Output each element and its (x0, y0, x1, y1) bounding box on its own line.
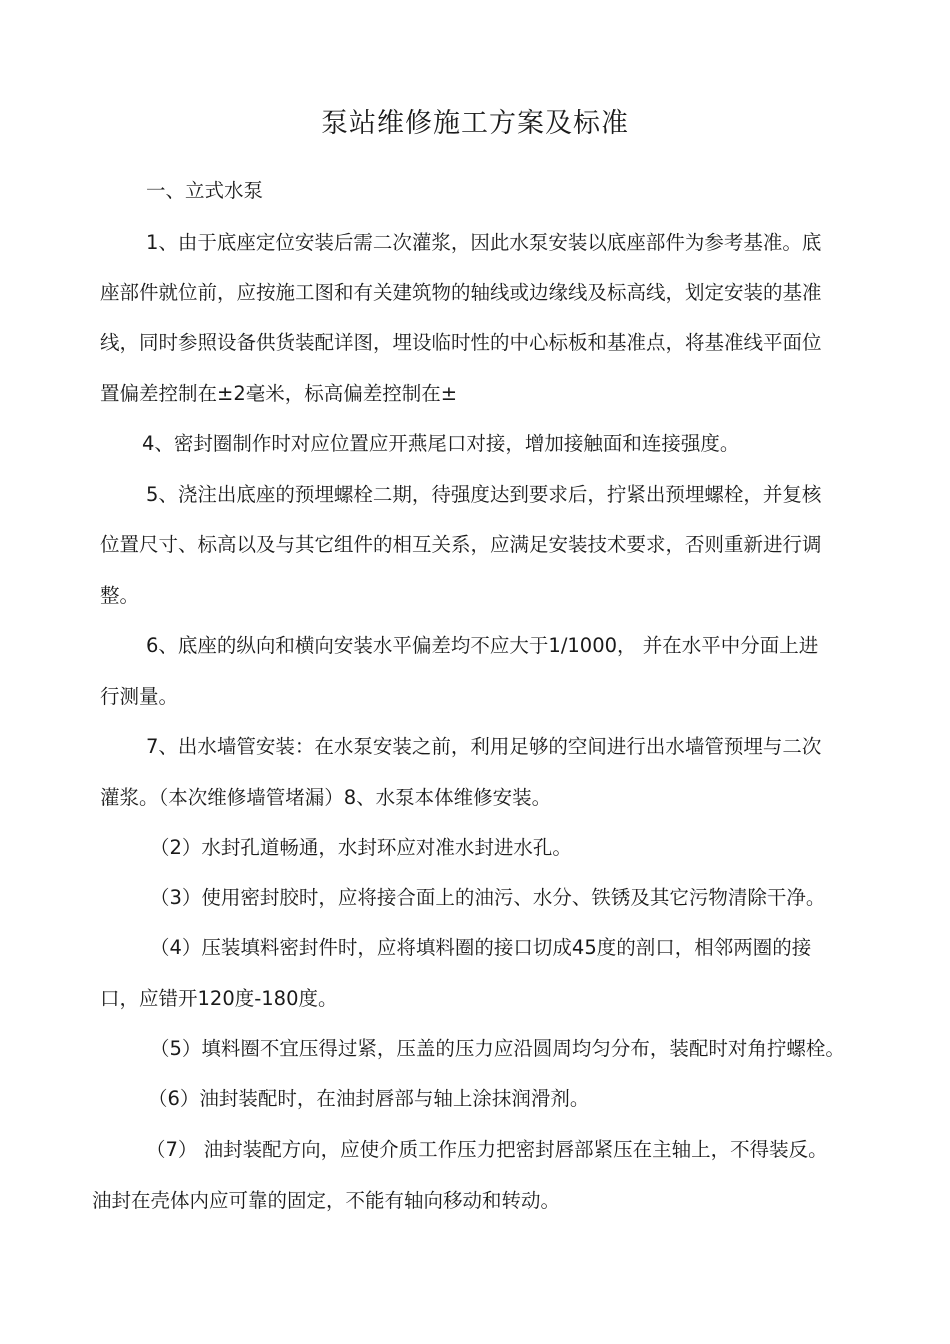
paragraph-line: （2）水封孔道畅通，水封环应对准水封进水孔。 (150, 836, 572, 859)
paragraph-line: 整。 (100, 584, 140, 607)
paragraph-line: 口，应错开120度-180度。 (100, 987, 338, 1010)
paragraph-line: 7、出水墙管安装：在水泵安装之前，利用足够的空间进行出水墙管预埋与二次 (146, 735, 822, 758)
paragraph-line: 座部件就位前，应按施工图和有关建筑物的轴线或边缘线及标高线，划定安装的基准 (100, 281, 822, 304)
paragraph-line: （5）填料圈不宜压得过紧，压盖的压力应沿圆周均匀分布，装配时对角拧螺栓。 (150, 1037, 845, 1060)
paragraph-line: 油封在壳体内应可靠的固定，不能有轴向移动和转动。 (92, 1189, 561, 1212)
paragraph-line: 置偏差控制在±2毫米，标高偏差控制在± (100, 382, 458, 405)
paragraph-line: （4）压装填料密封件时，应将填料圈的接口切成45度的剖口，相邻两圈的接 (150, 936, 812, 959)
paragraph-line: （7） 油封装配方向，应使介质工作压力把密封唇部紧压在主轴上，不得装反。 (146, 1138, 828, 1161)
paragraph-line: 位置尺寸、标高以及与其它组件的相互关系，应满足安装技术要求，否则重新进行调 (100, 533, 822, 556)
paragraph-line: 行测量。 (100, 685, 179, 708)
section-heading-vertical-pump: 一、立式水泵 (146, 179, 264, 202)
paragraph-line: （6）油封装配时，在油封唇部与轴上涂抹润滑剂。 (148, 1087, 590, 1110)
paragraph-line: 线，同时参照设备供货装配详图，埋设临时性的中心标板和基准点，将基准线平面位 (100, 331, 822, 354)
paragraph-line: （3）使用密封胶时，应将接合面上的油污、水分、铁锈及其它污物清除干净。 (150, 886, 826, 909)
paragraph-line: 4、密封圈制作时对应位置应开燕尾口对接，增加接触面和连接强度。 (142, 432, 740, 455)
paragraph-line: 6、底座的纵向和横向安装水平偏差均不应大于1/1000， 并在水平中分面上进 (146, 634, 819, 657)
paragraph-line: 灌浆。（本次维修墙管堵漏）8、水泵本体维修安装。 (100, 786, 552, 809)
paragraph-line: 1、由于底座定位安装后需二次灌浆，因此水泵安装以底座部件为参考基准。底 (146, 231, 822, 254)
paragraph-line: 5、浇注出底座的预埋螺栓二期，待强度达到要求后，拧紧出预埋螺栓，并复核 (146, 483, 822, 506)
document-title: 泵站维修施工方案及标准 (321, 108, 629, 139)
